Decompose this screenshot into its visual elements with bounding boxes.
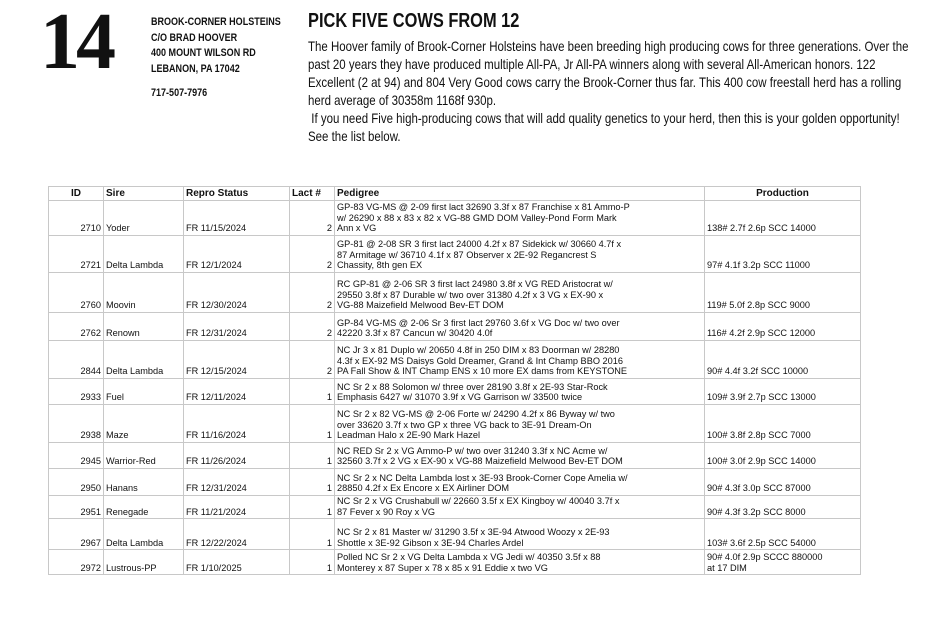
cell-repro: FR 12/30/2024	[184, 273, 290, 313]
pedigree-line: PA Fall Show & INT Champ ENS x 10 more EX dams from KEYSTONE	[337, 366, 628, 377]
cell-id: 2721	[49, 236, 104, 273]
cell-sire: Delta Lambda	[104, 519, 184, 550]
pedigree-line: GP-81 @ 2-08 SR 3 first lact 24000 4.2f x 87 Sidekick w/ 30660 4.7f x	[337, 239, 622, 250]
pedigree-line: NC Sr 2 x NC Delta Lambda lost x 3E-93 Brook-Corner Cope Amelia w/	[337, 472, 628, 483]
pedigree-line: NC Sr 2 x 82 VG-MS @ 2-06 Forte w/ 24290 4.2f x 86 Byway w/ two	[337, 409, 615, 420]
pedigree-line: Monterey x 87 Super x 78 x 85 x 91 Eddie x two VG	[337, 562, 548, 573]
table-row	[49, 341, 861, 379]
cell-lact: 1	[290, 443, 335, 469]
cell-production	[705, 519, 861, 550]
cell-id: 2844	[49, 341, 104, 379]
cell-production	[705, 405, 861, 443]
cell-sire: Warrior-Red	[104, 443, 184, 469]
col-header-repro: Repro Status	[184, 187, 290, 201]
cell-id: 2760	[49, 273, 104, 313]
table-row	[49, 201, 861, 236]
table-row	[49, 496, 861, 519]
cell-pedigree	[335, 379, 705, 405]
cell-id: 2933	[49, 379, 104, 405]
production-line: 103# 3.6f 2.5p SCC 54000	[707, 537, 816, 548]
cell-sire: Maze	[104, 405, 184, 443]
table-row	[49, 469, 861, 496]
production-line: 97# 4.1f 3.2p SCC 11000	[707, 260, 811, 271]
cell-repro: FR 1/10/2025	[184, 550, 290, 575]
cell-repro: FR 11/21/2024	[184, 496, 290, 519]
cell-sire: Moovin	[104, 273, 184, 313]
pedigree-line: NC Jr 3 x 81 Duplo w/ 20650 4.8f in 250 DIM x 83 Doorman w/ 28280	[337, 345, 620, 356]
cell-production	[705, 443, 861, 469]
pedigree-line: 87 Armitage w/ 36710 4.1f x 87 Observer x 2E-92 Regancrest S	[337, 249, 597, 260]
intro-paragraph-1: The Hoover family of Brook-Corner Holsteins have been breeding high producing cows for three generations. Over the past 20 years they have produced multiple All-PA, Jr All-PA winners along with several All-American honors. 122 Excellent (2 at 94) and 804 Very Good cows carry the Brook-Corner thus far. This 400 cow freestall herd has a rolling herd average of 30358m 1168f 930p.	[308, 38, 909, 108]
intro-paragraph-2: If you need Five high-producing cows that will add quality genetics to your herd, then this is your golden opportunity! See the list below.	[308, 110, 900, 144]
cell-sire: Lustrous-PP	[104, 550, 184, 575]
intro-text	[308, 37, 915, 145]
cell-sire: Delta Lambda	[104, 236, 184, 273]
pedigree-line: NC RED Sr 2 x VG Ammo-P w/ two over 31240 3.3f x NC Acme w/	[337, 445, 608, 456]
cell-repro: FR 11/15/2024	[184, 201, 290, 236]
pedigree-line: 32560 3.7f x 2 VG x EX-90 x VG-88 Maizefield Melwood Bev-ET DOM	[337, 456, 623, 467]
consignor-phone: 717-507-7976	[151, 87, 208, 99]
page-title: PICK FIVE COWS FROM 12	[308, 10, 520, 32]
table-row	[49, 519, 861, 550]
production-line: 109# 3.9f 2.7p SCC 13000	[707, 392, 816, 403]
production-line: 90# 4.3f 3.2p SCC 8000	[707, 506, 806, 517]
cell-pedigree	[335, 201, 705, 236]
cell-lact: 2	[290, 201, 335, 236]
cell-production	[705, 341, 861, 379]
pedigree-line: Emphasis 6427 w/ 31070 3.9f x VG Garrison w/ 33500 twice	[337, 392, 583, 403]
cell-lact: 2	[290, 341, 335, 379]
cell-production	[705, 313, 861, 341]
cell-lact: 1	[290, 379, 335, 405]
col-header-production: Production	[705, 187, 861, 201]
table-row	[49, 405, 861, 443]
lot-number: 14	[40, 0, 112, 86]
pedigree-line: 42220 3.3f x 87 Cancun w/ 30420 4.0f	[337, 328, 493, 339]
cell-sire: Fuel	[104, 379, 184, 405]
cell-production	[705, 379, 861, 405]
cell-pedigree	[335, 443, 705, 469]
cell-sire: Delta Lambda	[104, 341, 184, 379]
pedigree-line: Ann x VG	[337, 223, 377, 234]
cell-sire: Renown	[104, 313, 184, 341]
cell-id: 2762	[49, 313, 104, 341]
cell-production	[705, 469, 861, 496]
cell-repro: FR 11/16/2024	[184, 405, 290, 443]
cell-id: 2951	[49, 496, 104, 519]
pedigree-line: NC Sr 2 x 81 Master w/ 31290 3.5f x 3E-94 Atwood Woozy x 2E-93	[337, 527, 610, 537]
col-header-sire: Sire	[104, 187, 184, 201]
pedigree-line: Shottle x 3E-92 Gibson x 3E-94 Charles Ardel	[337, 537, 524, 548]
production-line: 138# 2.7f 2.6p SCC 14000	[707, 223, 816, 234]
pedigree-line: Leadman Halo x 2E-90 Mark Hazel	[337, 430, 480, 441]
cell-sire: Renegade	[104, 496, 184, 519]
pedigree-line: VG-88 Maizefield Melwood Bev-ET DOM	[337, 300, 504, 311]
table-row	[49, 550, 861, 575]
production-line: 119# 5.0f 2.8p SCC 9000	[707, 300, 811, 311]
cell-repro: FR 12/31/2024	[184, 469, 290, 496]
cell-pedigree	[335, 550, 705, 575]
cell-lact: 1	[290, 405, 335, 443]
production-line: 100# 3.0f 2.9p SCC 14000	[707, 456, 816, 467]
consignor-street: 400 MOUNT WILSON RD	[151, 47, 256, 59]
cell-pedigree	[335, 273, 705, 313]
cell-id: 2938	[49, 405, 104, 443]
cell-pedigree	[335, 313, 705, 341]
cell-pedigree	[335, 519, 705, 550]
production-line: 100# 3.8f 2.8p SCC 7000	[707, 430, 811, 441]
pedigree-line: GP-83 VG-MS @ 2-09 first lact 32690 3.3f x 87 Franchise x 81 Ammo-P	[337, 202, 630, 213]
production-line: 90# 4.3f 3.0p SCC 87000	[707, 483, 811, 494]
pedigree-line: Polled NC Sr 2 x VG Delta Lambda x VG Jedi w/ 40350 3.5f x 88	[337, 552, 601, 562]
consignor-city: LEBANON, PA 17042	[151, 62, 240, 75]
col-header-pedigree: Pedigree	[335, 187, 705, 201]
table-row	[49, 443, 861, 469]
cell-lact: 2	[290, 273, 335, 313]
consignor-farm: BROOK-CORNER HOLSTEINS	[151, 16, 281, 28]
cow-table	[48, 186, 861, 575]
cell-lact: 1	[290, 469, 335, 496]
cell-repro: FR 12/11/2024	[184, 379, 290, 405]
pedigree-line: NC Sr 2 x VG Crushabull w/ 22660 3.5f x EX Kingboy w/ 40040 3.7f x	[337, 496, 620, 506]
cell-repro: FR 11/26/2024	[184, 443, 290, 469]
cow-table-body	[49, 201, 861, 575]
cell-id: 2972	[49, 550, 104, 575]
production-line: 116# 4.2f 2.9p SCC 12000	[707, 328, 816, 339]
cell-lact: 1	[290, 550, 335, 575]
cell-repro: FR 12/31/2024	[184, 313, 290, 341]
pedigree-line: over 33620 3.7f x two GP x three VG back to 3E-91 Dream-On	[337, 419, 592, 430]
table-header-row	[49, 187, 861, 201]
cell-lact: 2	[290, 236, 335, 273]
cell-lact: 1	[290, 496, 335, 519]
pedigree-line: w/ 26290 x 88 x 83 x 82 x VG-88 GMD DOM Valley-Pond Form Mark	[337, 212, 617, 223]
cell-production	[705, 236, 861, 273]
cell-production	[705, 273, 861, 313]
table-row	[49, 236, 861, 273]
cell-id: 2967	[49, 519, 104, 550]
cell-sire: Yoder	[104, 201, 184, 236]
table-row	[49, 313, 861, 341]
col-header-lact: Lact #	[290, 187, 335, 201]
cell-pedigree	[335, 469, 705, 496]
production-line: 90# 4.4f 3.2f SCC 10000	[707, 366, 809, 377]
cell-id: 2710	[49, 201, 104, 236]
cell-id: 2945	[49, 443, 104, 469]
cell-repro: FR 12/15/2024	[184, 341, 290, 379]
cell-pedigree	[335, 236, 705, 273]
cell-lact: 2	[290, 313, 335, 341]
cell-repro: FR 12/22/2024	[184, 519, 290, 550]
cell-id: 2950	[49, 469, 104, 496]
pedigree-line: Chassity, 8th gen EX	[337, 260, 423, 271]
pedigree-line: 87 Fever x 90 Roy x VG	[337, 506, 436, 517]
pedigree-line: GP-84 VG-MS @ 2-06 Sr 3 first lact 29760 3.6f x VG Doc w/ two over	[337, 317, 620, 328]
cell-pedigree	[335, 496, 705, 519]
cell-production	[705, 496, 861, 519]
cell-sire: Hanans	[104, 469, 184, 496]
table-row	[49, 273, 861, 313]
production-line: 90# 4.0f 2.9p SCCC 880000	[707, 552, 823, 562]
consignor-care-of: C/O BRAD HOOVER	[151, 31, 238, 44]
consignor-block	[151, 15, 281, 102]
table-row	[49, 379, 861, 405]
pedigree-line: 28850 4.2f x Ex Encore x EX Airliner DOM	[337, 483, 510, 494]
pedigree-line: 4.3f x EX-92 MS Daisys Gold Dreamer, Grand & Int Champ BBO 2016	[337, 355, 623, 366]
pedigree-line: NC Sr 2 x 88 Solomon w/ three over 28190 3.8f x 2E-93 Star-Rock	[337, 381, 608, 392]
cell-repro: FR 12/1/2024	[184, 236, 290, 273]
cell-production	[705, 201, 861, 236]
cell-lact: 1	[290, 519, 335, 550]
pedigree-line: RC GP-81 @ 2-06 SR 3 first lact 24980 3.8f x VG RED Aristocrat w/	[337, 279, 613, 290]
cell-pedigree	[335, 405, 705, 443]
cell-pedigree	[335, 341, 705, 379]
cell-production	[705, 550, 861, 575]
pedigree-line: 29550 3.8f x 87 Durable w/ two over 31380 4.2f x 3 VG x EX-90 x	[337, 289, 604, 300]
col-header-id: ID	[49, 187, 104, 201]
production-line: at 17 DIM	[707, 562, 747, 573]
